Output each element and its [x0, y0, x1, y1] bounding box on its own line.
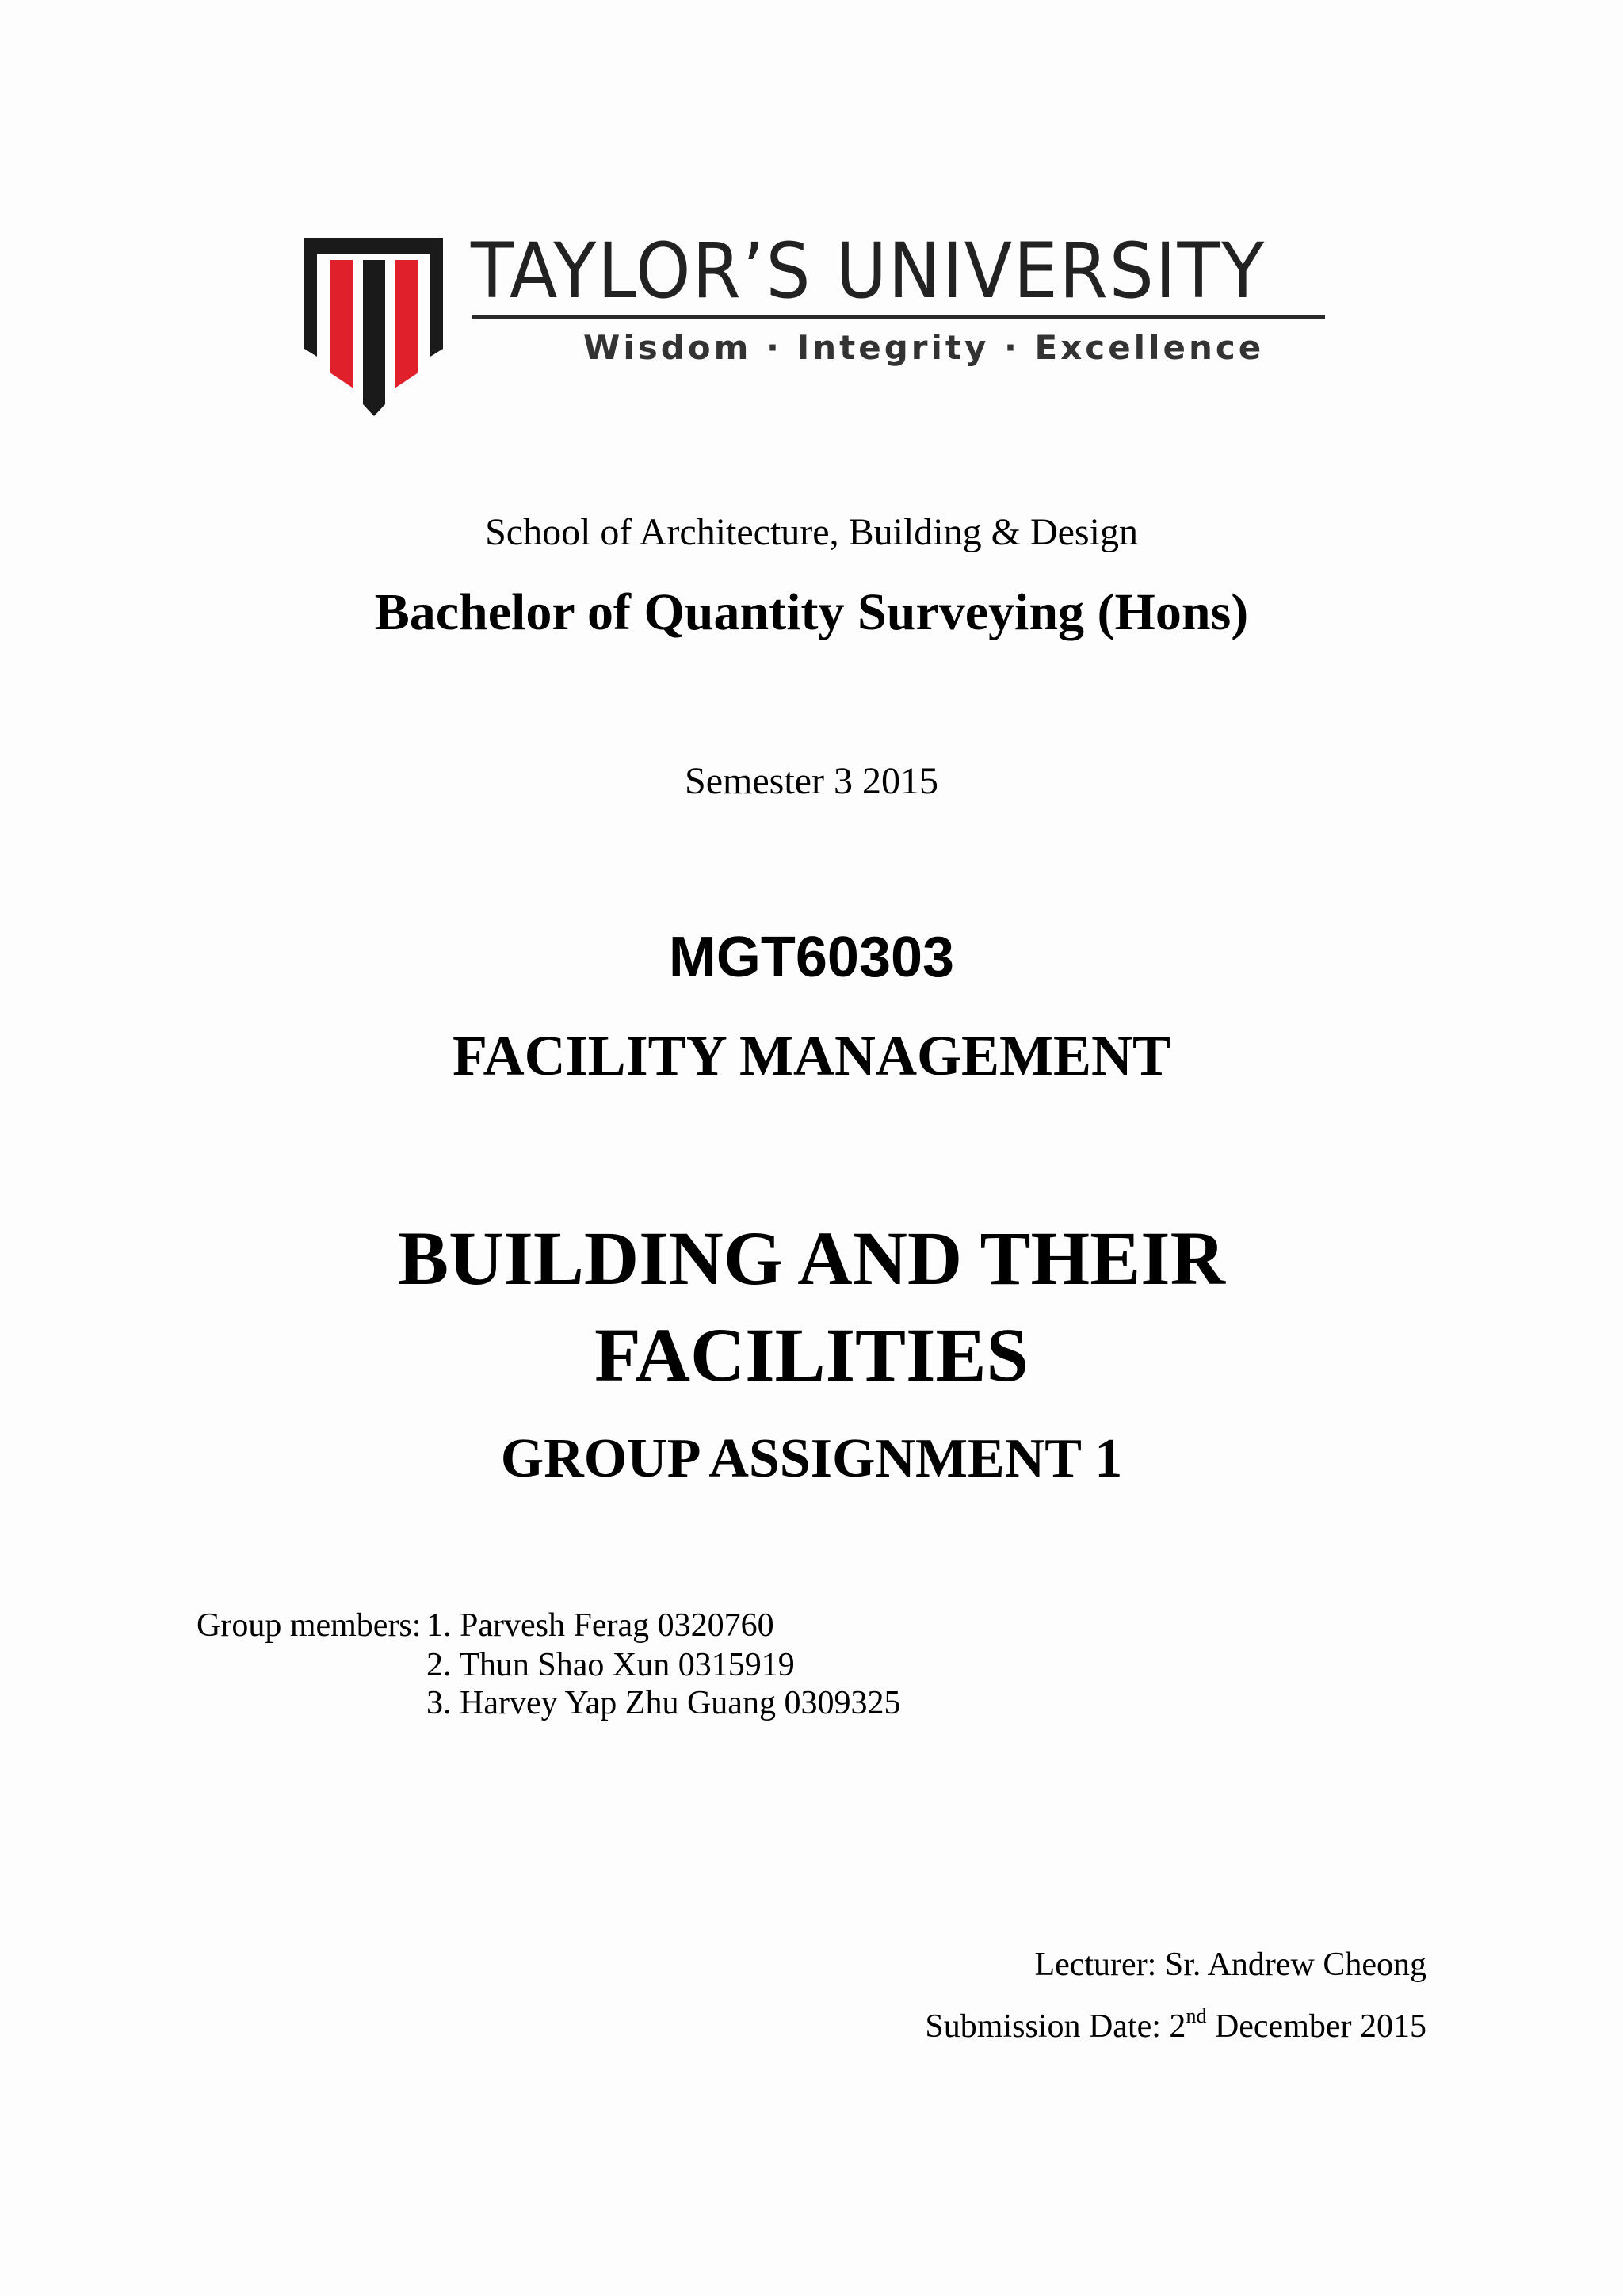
document-title-line-1: BUILDING AND THEIR	[398, 1216, 1225, 1301]
logo-divider	[472, 315, 1325, 319]
group-member: 1. Parvesh Ferag 0320760	[426, 1607, 774, 1644]
logo-tagline: Wisdom · Integrity · Excellence	[583, 328, 1265, 367]
submission-date-ordinal: nd	[1186, 2004, 1207, 2027]
course-code: MGT60303	[668, 926, 955, 989]
group-member: 3. Harvey Yap Zhu Guang 0309325	[426, 1685, 901, 1721]
university-emblem-icon	[304, 238, 443, 416]
submission-date-prefix: Submission Date: 2	[925, 2008, 1186, 2045]
submission-date	[925, 2004, 1426, 2045]
logo-wordmark: TAYLOR’S UNIVERSITY	[471, 227, 1266, 315]
university-logo	[304, 227, 1327, 420]
school-name: School of Architecture, Building & Design	[485, 511, 1138, 553]
group-member: 2. Thun Shao Xun 0315919	[426, 1647, 795, 1683]
group-members-label: Group members:	[197, 1607, 422, 1644]
degree-title: Bachelor of Quantity Surveying (Hons)	[374, 583, 1249, 641]
assignment-label: GROUP ASSIGNMENT 1	[500, 1428, 1123, 1489]
document-title-line-2: FACILITIES	[594, 1312, 1029, 1397]
submission-date-suffix: December 2015	[1206, 2008, 1426, 2045]
lecturer-name: Lecturer: Sr. Andrew Cheong	[1034, 1946, 1426, 1983]
course-name: FACILITY MANAGEMENT	[452, 1024, 1170, 1087]
semester-label: Semester 3 2015	[685, 760, 938, 802]
